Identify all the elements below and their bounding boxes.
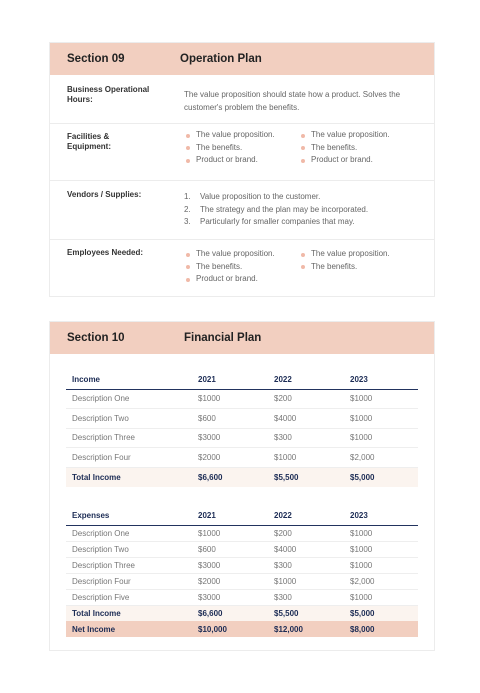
table-cell: $6,600 <box>192 605 268 621</box>
table-header-row <box>66 370 418 389</box>
table-cell: $2000 <box>192 573 268 589</box>
table-cell: $1000 <box>344 389 418 409</box>
facilities-list <box>184 129 434 180</box>
table-row <box>66 573 418 589</box>
column-header: Expenses <box>66 506 192 525</box>
table-cell: Description One <box>66 525 192 541</box>
table-cell: $4000 <box>268 409 344 429</box>
list-item: The value proposition. <box>299 248 414 261</box>
list-item: The value proposition. <box>184 129 299 142</box>
total-expenses-row <box>66 605 418 621</box>
hours-row <box>50 75 434 124</box>
table-cell: $8,000 <box>344 621 418 637</box>
table-row <box>66 557 418 573</box>
table-cell: $3000 <box>192 557 268 573</box>
table-cell: Description Five <box>66 589 192 605</box>
column-header: Income <box>66 370 192 389</box>
table-cell: Description Two <box>66 541 192 557</box>
facilities-row <box>50 124 434 181</box>
table-cell: Total Income <box>66 605 192 621</box>
expenses-table <box>66 506 418 637</box>
facilities-label: Facilities & Equipment: <box>67 132 111 151</box>
financial-plan-card <box>49 321 435 651</box>
table-cell: Net Income <box>66 621 192 637</box>
table-cell: $3000 <box>192 428 268 448</box>
income-table <box>66 370 418 487</box>
facilities-col-1 <box>184 129 299 180</box>
table-cell: $1000 <box>344 589 418 605</box>
table-cell: $600 <box>192 541 268 557</box>
table-cell: $1000 <box>268 573 344 589</box>
table-cell: $1000 <box>344 409 418 429</box>
table-row <box>66 428 418 448</box>
section-header <box>50 43 434 75</box>
table-cell: $1000 <box>344 557 418 573</box>
column-header: 2021 <box>192 370 268 389</box>
table-cell: $5,500 <box>268 467 344 487</box>
table-cell: $2000 <box>192 448 268 468</box>
section-header <box>50 322 434 354</box>
table-row <box>66 541 418 557</box>
table-cell: $300 <box>268 428 344 448</box>
table-row <box>66 525 418 541</box>
column-header: 2023 <box>344 506 418 525</box>
list-item: The benefits. <box>299 261 414 274</box>
column-header: 2022 <box>268 370 344 389</box>
table-cell: Total Income <box>66 467 192 487</box>
net-income-row <box>66 621 418 637</box>
list-item: The benefits. <box>299 142 414 155</box>
employees-label: Employees Needed: <box>67 248 144 257</box>
column-header: 2023 <box>344 370 418 389</box>
table-cell: $6,600 <box>192 467 268 487</box>
list-item: The benefits. <box>184 142 299 155</box>
operation-plan-card <box>49 42 435 297</box>
table-cell: $12,000 <box>268 621 344 637</box>
table-cell: $300 <box>268 557 344 573</box>
table-cell: $2,000 <box>344 448 418 468</box>
list-item: The value proposition. <box>299 129 414 142</box>
list-item: The benefits. <box>184 261 299 274</box>
list-item: 3. Particularly for smaller companies that may. <box>184 217 355 226</box>
table-cell: $1000 <box>192 525 268 541</box>
table-cell: $200 <box>268 525 344 541</box>
vendors-list <box>184 190 434 239</box>
table-cell: $1000 <box>344 541 418 557</box>
total-income-row <box>66 467 418 487</box>
table-cell: Description Two <box>66 409 192 429</box>
column-header: 2021 <box>192 506 268 525</box>
table-cell: Description Four <box>66 448 192 468</box>
table-cell: $1000 <box>192 389 268 409</box>
section-title: Operation Plan <box>180 53 262 65</box>
section-number: Section 09 <box>67 53 125 65</box>
list-item: Product or brand. <box>184 154 299 167</box>
column-header: 2022 <box>268 506 344 525</box>
section-title: Financial Plan <box>184 332 262 344</box>
list-item: 1. Value proposition to the customer. <box>184 192 321 201</box>
table-cell: $1000 <box>268 448 344 468</box>
table-header-row <box>66 506 418 525</box>
employees-list <box>184 248 434 298</box>
table-row <box>66 389 418 409</box>
table-cell: $300 <box>268 589 344 605</box>
employees-col-1 <box>184 248 299 298</box>
facilities-col-2 <box>299 129 414 180</box>
list-item: The value proposition. <box>184 248 299 261</box>
vendors-row <box>50 181 434 240</box>
list-item: 2. The strategy and the plan may be incorporated. <box>184 204 369 214</box>
table-cell: Description Four <box>66 573 192 589</box>
table-cell: $600 <box>192 409 268 429</box>
table-cell: $4000 <box>268 541 344 557</box>
table-row <box>66 409 418 429</box>
table-cell: Description Three <box>66 557 192 573</box>
table-cell: $2,000 <box>344 573 418 589</box>
section-number: Section 10 <box>67 332 125 344</box>
list-item: Product or brand. <box>184 273 299 286</box>
table-cell: $5,000 <box>344 605 418 621</box>
table-cell: $3000 <box>192 589 268 605</box>
table-cell: Description One <box>66 389 192 409</box>
table-row <box>66 448 418 468</box>
hours-label: Business Operational Hours: <box>67 85 150 104</box>
hours-text: The value proposition should state how a product. Solves the customer's problem the benefits. <box>184 90 401 112</box>
table-cell: $200 <box>268 389 344 409</box>
employees-row <box>50 240 434 298</box>
vendors-label: Vendors / Supplies: <box>67 190 142 199</box>
table-cell: $1000 <box>344 525 418 541</box>
table-cell: $5,500 <box>268 605 344 621</box>
table-cell: $10,000 <box>192 621 268 637</box>
employees-col-2 <box>299 248 414 298</box>
table-cell: $5,000 <box>344 467 418 487</box>
table-row <box>66 589 418 605</box>
table-cell: Description Three <box>66 428 192 448</box>
table-cell: $1000 <box>344 428 418 448</box>
list-item: Product or brand. <box>299 154 414 167</box>
